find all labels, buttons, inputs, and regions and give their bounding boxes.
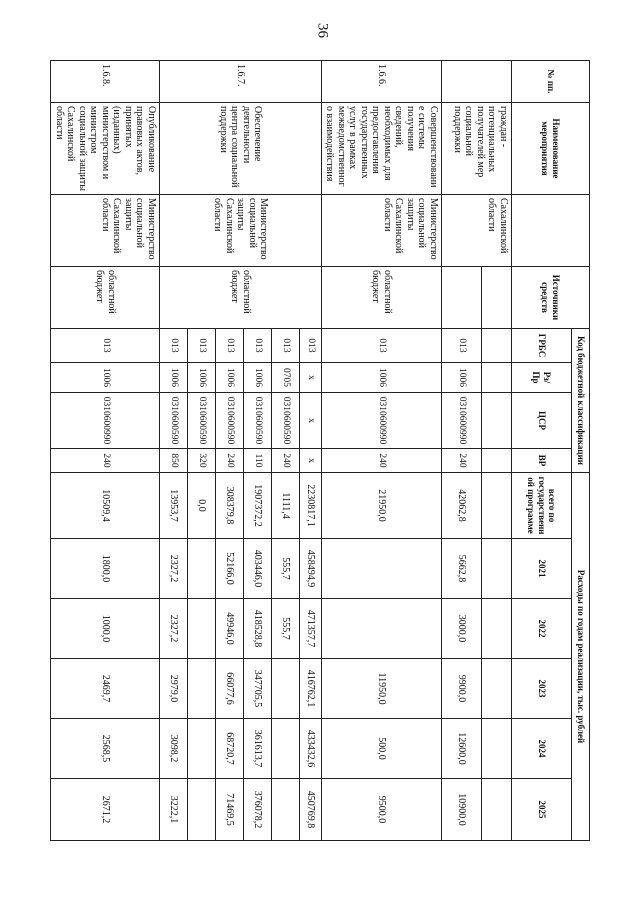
row-rzpr: 1006 bbox=[244, 363, 272, 393]
row-source bbox=[442, 267, 482, 329]
row-2022 bbox=[482, 599, 512, 659]
row-vr: х bbox=[300, 449, 322, 473]
row-2023: 9900,0 bbox=[442, 659, 482, 719]
row-2021: 403446,0 bbox=[244, 539, 272, 599]
row-num: 1.6.8. bbox=[51, 61, 160, 103]
row-2021 bbox=[188, 539, 216, 599]
row-grbs: 013 bbox=[160, 329, 188, 363]
row-source: областной бюджет bbox=[160, 267, 322, 329]
row-vr: 240 bbox=[216, 449, 244, 473]
row-total: 1907372,2 bbox=[244, 473, 272, 539]
header-rzpr: Рз/Пр bbox=[512, 363, 572, 393]
row-2024 bbox=[272, 719, 300, 779]
row-total: 0,0 bbox=[188, 473, 216, 539]
row-grbs: 013 bbox=[188, 329, 216, 363]
row-grbs: 013 bbox=[244, 329, 272, 363]
row-vr: 110 bbox=[244, 449, 272, 473]
row-grbs: 013 bbox=[51, 329, 160, 363]
row-grbs: 013 bbox=[322, 329, 442, 363]
row-2024: 433432,6 bbox=[300, 719, 322, 779]
row-2022: 418528,8 bbox=[244, 599, 272, 659]
row-csr: 0310600990 bbox=[442, 393, 482, 449]
header-total: всего по государственной программе bbox=[512, 473, 572, 539]
row-2024: 361613,7 bbox=[244, 719, 272, 779]
row-2025 bbox=[482, 779, 512, 841]
row-2022: 2327,2 bbox=[160, 599, 188, 659]
row-num: 1.6.6. bbox=[322, 61, 442, 103]
header-csr: ЦСР bbox=[512, 393, 572, 449]
row-2023: 416762,1 bbox=[300, 659, 322, 719]
header-name: Наименование мероприятия bbox=[512, 103, 590, 195]
row-total: 308379,8 bbox=[216, 473, 244, 539]
header-year-2025: 2025 bbox=[512, 779, 572, 841]
header-vr: ВР bbox=[512, 449, 572, 473]
row-executor: Министерство социальной защиты Сахалинской области bbox=[51, 195, 160, 267]
row-vr bbox=[482, 449, 512, 473]
row-num: 1.6.7. bbox=[160, 61, 322, 103]
row-total: 10509,4 bbox=[51, 473, 160, 539]
budget-table-sheet bbox=[54, 60, 590, 840]
row-2022 bbox=[322, 599, 442, 659]
row-2022: 471357,7 bbox=[300, 599, 322, 659]
row-csr bbox=[482, 393, 512, 449]
row-rzpr: 1006 bbox=[216, 363, 244, 393]
row-2025: 71469,5 bbox=[216, 779, 244, 841]
row-total: 21950,0 bbox=[322, 473, 442, 539]
row-num bbox=[442, 61, 512, 103]
header-budget-code: Код бюджетной классификации bbox=[572, 329, 590, 473]
row-name: Опубликование правовых актов, принятых (изданных) министерством и министром социальной защиты Сахалинской области bbox=[51, 103, 160, 195]
row-2023: 2469,7 bbox=[51, 659, 160, 719]
row-2025: 376078,2 bbox=[244, 779, 272, 841]
row-2025: 450769,8 bbox=[300, 779, 322, 841]
row-total: 2230817,1 bbox=[300, 473, 322, 539]
row-executor: Сахалинской области bbox=[442, 195, 512, 267]
row-2022: 3000,0 bbox=[442, 599, 482, 659]
row-2025: 2671,2 bbox=[51, 779, 160, 841]
row-2023: 347705,5 bbox=[244, 659, 272, 719]
row-csr: 0310600590 bbox=[188, 393, 216, 449]
row-2021: 2327,2 bbox=[160, 539, 188, 599]
row-rzpr: 1006 bbox=[160, 363, 188, 393]
row-vr: 240 bbox=[51, 449, 160, 473]
row-total bbox=[482, 473, 512, 539]
row-2025: 10900,0 bbox=[442, 779, 482, 841]
row-2021: 555,7 bbox=[272, 539, 300, 599]
row-grbs: 013 bbox=[300, 329, 322, 363]
row-total: 42062,8 bbox=[442, 473, 482, 539]
row-2025 bbox=[272, 779, 300, 841]
row-rzpr: 0705 bbox=[272, 363, 300, 393]
header-expenses: Расходы по годам реализации, тыс. рублей bbox=[572, 473, 590, 841]
row-rzpr: 1006 bbox=[322, 363, 442, 393]
header-year-2023: 2023 bbox=[512, 659, 572, 719]
header-year-2021: 2021 bbox=[512, 539, 572, 599]
row-csr: 0310600990 bbox=[51, 393, 160, 449]
row-2021: 52166,0 bbox=[216, 539, 244, 599]
row-2024: 500,0 bbox=[322, 719, 442, 779]
row-csr: 0310600590 bbox=[160, 393, 188, 449]
table-row bbox=[51, 61, 160, 841]
row-csr: х bbox=[300, 393, 322, 449]
table-row bbox=[482, 61, 512, 841]
row-2021: 5662,8 bbox=[442, 539, 482, 599]
row-2024 bbox=[188, 719, 216, 779]
row-csr: 0310600590 bbox=[244, 393, 272, 449]
row-executor: Министерство социальной защиты Сахалинской области bbox=[160, 195, 322, 267]
row-vr: 320 bbox=[188, 449, 216, 473]
row-name: Обеспечение деятельности центра социальной поддержки bbox=[160, 103, 322, 195]
row-grbs bbox=[482, 329, 512, 363]
row-source bbox=[482, 267, 512, 329]
row-grbs: 013 bbox=[216, 329, 244, 363]
row-2021 bbox=[482, 539, 512, 599]
row-csr: 0310600590 bbox=[272, 393, 300, 449]
row-2023: 11950,0 bbox=[322, 659, 442, 719]
row-rzpr: 1006 bbox=[188, 363, 216, 393]
row-2025 bbox=[188, 779, 216, 841]
row-2024: 3098,2 bbox=[160, 719, 188, 779]
row-2023 bbox=[188, 659, 216, 719]
row-2024: 2568,5 bbox=[51, 719, 160, 779]
row-2022: 49946,0 bbox=[216, 599, 244, 659]
row-total: 13953,7 bbox=[160, 473, 188, 539]
page-number: 36 bbox=[314, 23, 331, 38]
row-2023: 2979,0 bbox=[160, 659, 188, 719]
row-2024: 68720,7 bbox=[216, 719, 244, 779]
header-year-2022: 2022 bbox=[512, 599, 572, 659]
row-2024: 12600,0 bbox=[442, 719, 482, 779]
row-vr: 240 bbox=[272, 449, 300, 473]
header-grbs: ГРБС bbox=[512, 329, 572, 363]
row-2025: 9500,0 bbox=[322, 779, 442, 841]
row-2023 bbox=[482, 659, 512, 719]
row-rzpr bbox=[482, 363, 512, 393]
row-name: граждан - потенциальных получателей мер социальной поддержки bbox=[442, 103, 512, 195]
row-2022: 555,7 bbox=[272, 599, 300, 659]
row-2021: 458494,9 bbox=[300, 539, 322, 599]
row-2022: 1000,0 bbox=[51, 599, 160, 659]
row-csr: 0310600990 bbox=[322, 393, 442, 449]
table-row bbox=[322, 61, 442, 841]
table-row bbox=[300, 61, 322, 841]
row-rzpr: 1006 bbox=[51, 363, 160, 393]
row-source: областной бюджет bbox=[322, 267, 442, 329]
header-executor bbox=[512, 195, 590, 267]
header-year-2024: 2024 bbox=[512, 719, 572, 779]
header-source: Источники средств bbox=[512, 267, 590, 329]
row-2023: 66077,6 bbox=[216, 659, 244, 719]
row-2021: 1800,0 bbox=[51, 539, 160, 599]
budget-table bbox=[51, 60, 591, 841]
row-rzpr: 1006 bbox=[442, 363, 482, 393]
row-total: 1111,4 bbox=[272, 473, 300, 539]
row-2021 bbox=[322, 539, 442, 599]
row-2023 bbox=[272, 659, 300, 719]
row-grbs: 013 bbox=[272, 329, 300, 363]
row-2025: 3222,1 bbox=[160, 779, 188, 841]
row-csr: 0310600590 bbox=[216, 393, 244, 449]
row-grbs: 013 bbox=[442, 329, 482, 363]
row-name: Совершенствование системы получения сведений, необходимых для предоставления государственных услуг в рамках межведомственного взаимодействия bbox=[322, 103, 442, 195]
header-num: № пп. bbox=[512, 61, 590, 103]
row-2024 bbox=[482, 719, 512, 779]
row-vr: 850 bbox=[160, 449, 188, 473]
row-2022 bbox=[188, 599, 216, 659]
row-source: областной бюджет bbox=[51, 267, 160, 329]
row-executor: Министерство социальной защиты Сахалинской области bbox=[322, 195, 442, 267]
row-vr: 240 bbox=[442, 449, 482, 473]
row-vr: 240 bbox=[322, 449, 442, 473]
row-rzpr: х bbox=[300, 363, 322, 393]
